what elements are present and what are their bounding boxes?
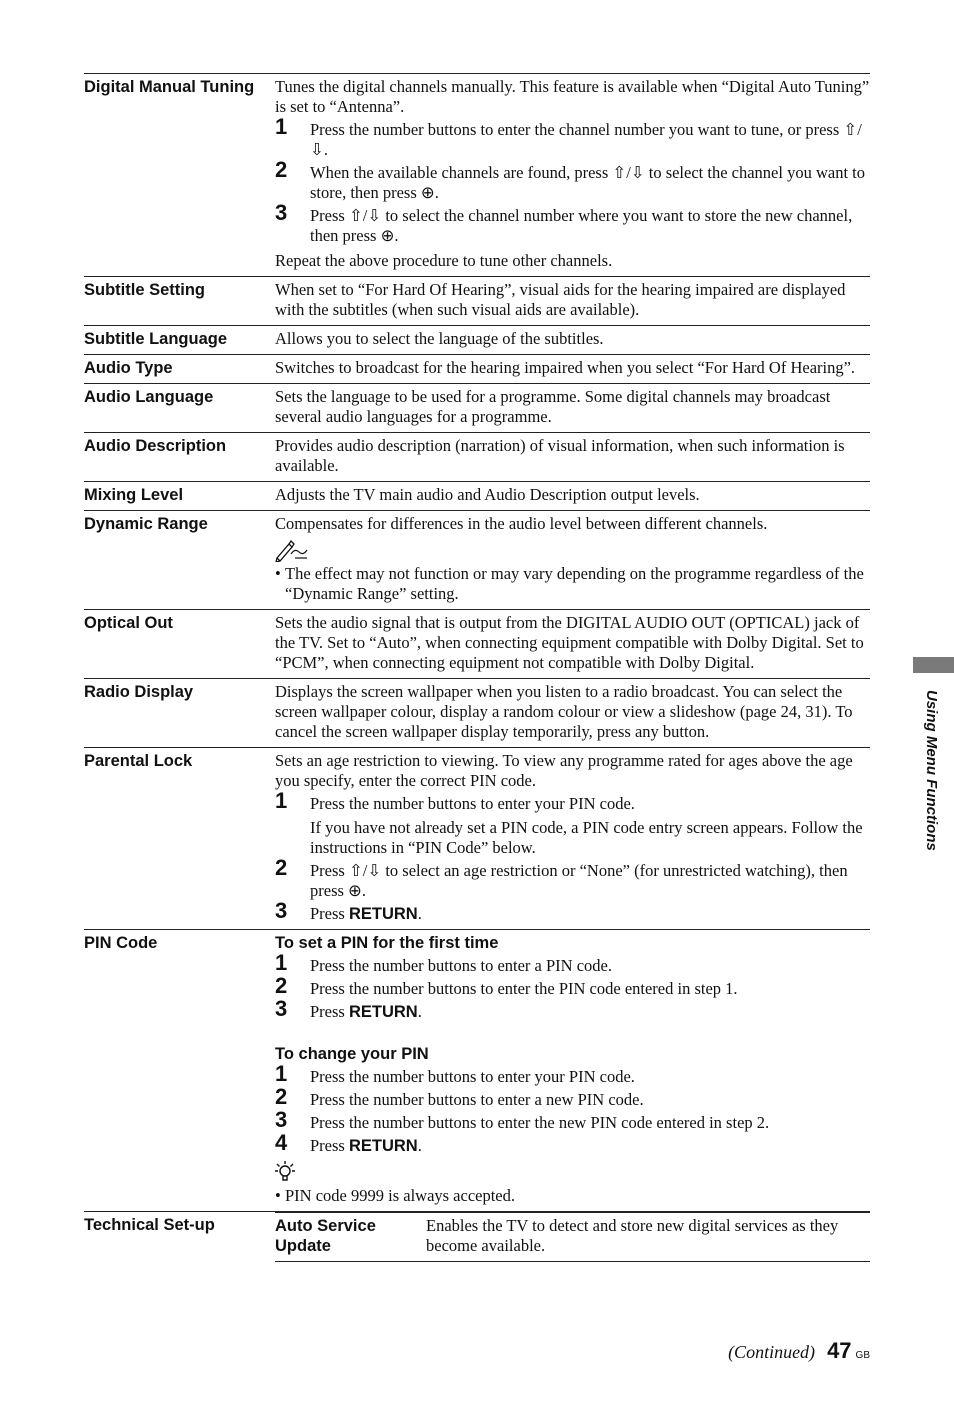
menu-function-table (84, 73, 870, 1262)
sub-term: Auto Service Update (275, 1217, 376, 1255)
step-text: When the available channels are found, press ⇧/⇩ to select the channel you want to store, then press ⊕. (310, 163, 865, 202)
bullet-dot: • (275, 1186, 281, 1205)
sub-table (275, 1215, 870, 1262)
step-text: Press the number buttons to enter a new PIN code. (310, 1090, 644, 1109)
intro-text: Tunes the digital channels manually. This feature is available when “Digital Auto Tuning” is set to “Antenna”. (275, 77, 870, 116)
row-technical-setup (84, 1211, 870, 1262)
term: Optical Out (84, 614, 173, 632)
row-subtitle-setting (84, 276, 870, 325)
term: PIN Code (84, 934, 158, 952)
bullet-dot: • (275, 564, 281, 583)
return-key-label: RETURN (348, 1003, 418, 1021)
section-side-label (922, 690, 942, 890)
term: Parental Lock (84, 752, 193, 770)
step (275, 996, 870, 1022)
side-label-text: Using Menu Functions (923, 690, 940, 851)
description: Adjusts the TV main audio and Audio Description output levels. (275, 485, 700, 504)
row-audio-type (84, 354, 870, 383)
step-text: Press the number buttons to enter the new PIN code entered in step 2. (310, 1113, 770, 1132)
first-time-heading: To set a PIN for the first time (275, 934, 499, 952)
step (275, 1084, 870, 1110)
step-number: 3 (275, 200, 288, 225)
press-text: Press (310, 904, 349, 923)
step-number: 3 (275, 898, 288, 923)
description: Provides audio description (narration) of visual information, when such information is available. (275, 436, 845, 475)
step-number: 1 (275, 114, 288, 139)
step-text (310, 1002, 870, 1022)
press-text: Press (310, 1002, 349, 1021)
term: Digital Manual Tuning (84, 78, 255, 96)
term: Dynamic Range (84, 515, 208, 533)
after-text: Repeat the above procedure to tune other channels. (275, 251, 613, 270)
step-text: Press ⇧/⇩ to select the channel number where you want to store the new channel, then press ⊕. (310, 206, 853, 245)
step (275, 114, 870, 160)
period: . (417, 1002, 422, 1021)
step-number: 1 (275, 788, 288, 813)
intro-text: Sets an age restriction to viewing. To view any programme rated for ages above the age you specify, enter the correct PIN code. (275, 751, 853, 790)
page-number: 47 (827, 1338, 852, 1363)
term: Audio Language (84, 388, 214, 406)
lightbulb-hint-icon (275, 1160, 870, 1186)
sub-row-auto-service-update (275, 1212, 870, 1262)
row-radio-display (84, 678, 870, 747)
step-number: 2 (275, 157, 288, 182)
step (275, 973, 870, 999)
term: Subtitle Setting (84, 281, 205, 299)
description (275, 514, 870, 604)
step (275, 1107, 870, 1133)
term: Subtitle Language (84, 330, 228, 348)
step (275, 788, 870, 814)
step (275, 898, 870, 924)
period: . (417, 1136, 422, 1155)
step-text (310, 904, 870, 924)
step (275, 855, 870, 901)
row-dynamic-range (84, 510, 870, 609)
row-optical-out (84, 609, 870, 678)
row-audio-language (84, 383, 870, 432)
step-text: Press the number buttons to enter a PIN code. (310, 956, 612, 975)
step (275, 950, 870, 976)
step-number: 3 (275, 1107, 288, 1132)
return-key-label: RETURN (348, 905, 418, 923)
description-text: Compensates for differences in the audio level between different channels. (275, 514, 768, 533)
bullet-text: PIN code 9999 is always accepted. (285, 1186, 516, 1205)
step-number: 2 (275, 973, 288, 998)
description: Displays the screen wallpaper when you listen to a radio broadcast. You can select the screen wallpaper colour, display a random colour or view a slideshow (page 24, 31). To cancel the screen wallpaper display temporarily, press any button. (275, 682, 853, 741)
row-audio-description (84, 432, 870, 481)
row-parental-lock (84, 747, 870, 929)
description (275, 77, 870, 271)
description (275, 933, 870, 1206)
page-suffix: GB (855, 1350, 870, 1361)
row-pin-code (84, 929, 870, 1211)
row-mixing-level (84, 481, 870, 510)
change-pin-heading: To change your PIN (275, 1045, 429, 1063)
step (275, 1061, 870, 1087)
step-text (310, 1136, 870, 1156)
step-text: Press the number buttons to enter your PIN code. (310, 794, 635, 813)
description: Allows you to select the language of the subtitles. (275, 329, 604, 348)
continued-label: (Continued) (728, 1342, 816, 1362)
hint-bullet (275, 1186, 870, 1206)
note-bullet (275, 564, 870, 604)
term: Technical Set-up (84, 1216, 215, 1234)
step-number: 2 (275, 1084, 288, 1109)
step (275, 157, 870, 203)
section-tab-marker (913, 657, 954, 673)
step-number: 1 (275, 1061, 288, 1086)
term: Audio Description (84, 437, 227, 455)
description (275, 751, 870, 924)
step-text: Press the number buttons to enter the channel number you want to tune, or press ⇧/⇩. (310, 120, 862, 159)
press-text: Press (310, 1136, 349, 1155)
step-number: 2 (275, 855, 288, 880)
row-digital-manual-tuning (84, 73, 870, 276)
step-text: Press ⇧/⇩ to select an age restriction or “None” (for unrestricted watching), then press ⊕. (310, 861, 848, 900)
description: Switches to broadcast for the hearing impaired when you select “For Hard Of Hearing”. (275, 358, 856, 377)
row-subtitle-language (84, 325, 870, 354)
step-text: Press the number buttons to enter your PIN code. (310, 1067, 635, 1086)
step-text: Press the number buttons to enter the PIN code entered in step 1. (310, 979, 738, 998)
pencil-note-icon (275, 538, 870, 564)
description: When set to “For Hard Of Hearing”, visual aids for the hearing impaired are displayed with the subtitles (when such visual aids are available). (275, 280, 846, 319)
step-number: 1 (275, 950, 288, 975)
step (275, 200, 870, 246)
step (275, 1130, 870, 1156)
period: . (417, 904, 422, 923)
step-number: 3 (275, 996, 288, 1021)
description: Sets the audio signal that is output from the DIGITAL AUDIO OUT (OPTICAL) jack of the TV. Set to “Auto”, when connecting equipment compatible with Dolby Digital. Set to “PCM”, when connecting equipment not compatible with Dolby Digital. (275, 613, 864, 672)
description: Sets the language to be used for a programme. Some digital channels may broadcast several audio languages for a programme. (275, 387, 831, 426)
step-number: 4 (275, 1130, 288, 1155)
term: Mixing Level (84, 486, 184, 504)
step-note: If you have not already set a PIN code, a PIN code entry screen appears. Follow the instructions in “PIN Code” below. (310, 818, 863, 857)
page-footer (728, 1338, 870, 1364)
term: Radio Display (84, 683, 194, 701)
term: Audio Type (84, 359, 173, 377)
sub-description: Enables the TV to detect and store new digital services as they become available. (426, 1216, 839, 1255)
return-key-label: RETURN (348, 1137, 418, 1155)
bullet-text: The effect may not function or may vary depending on the programme regardless of the “Dynamic Range” setting. (285, 564, 864, 603)
